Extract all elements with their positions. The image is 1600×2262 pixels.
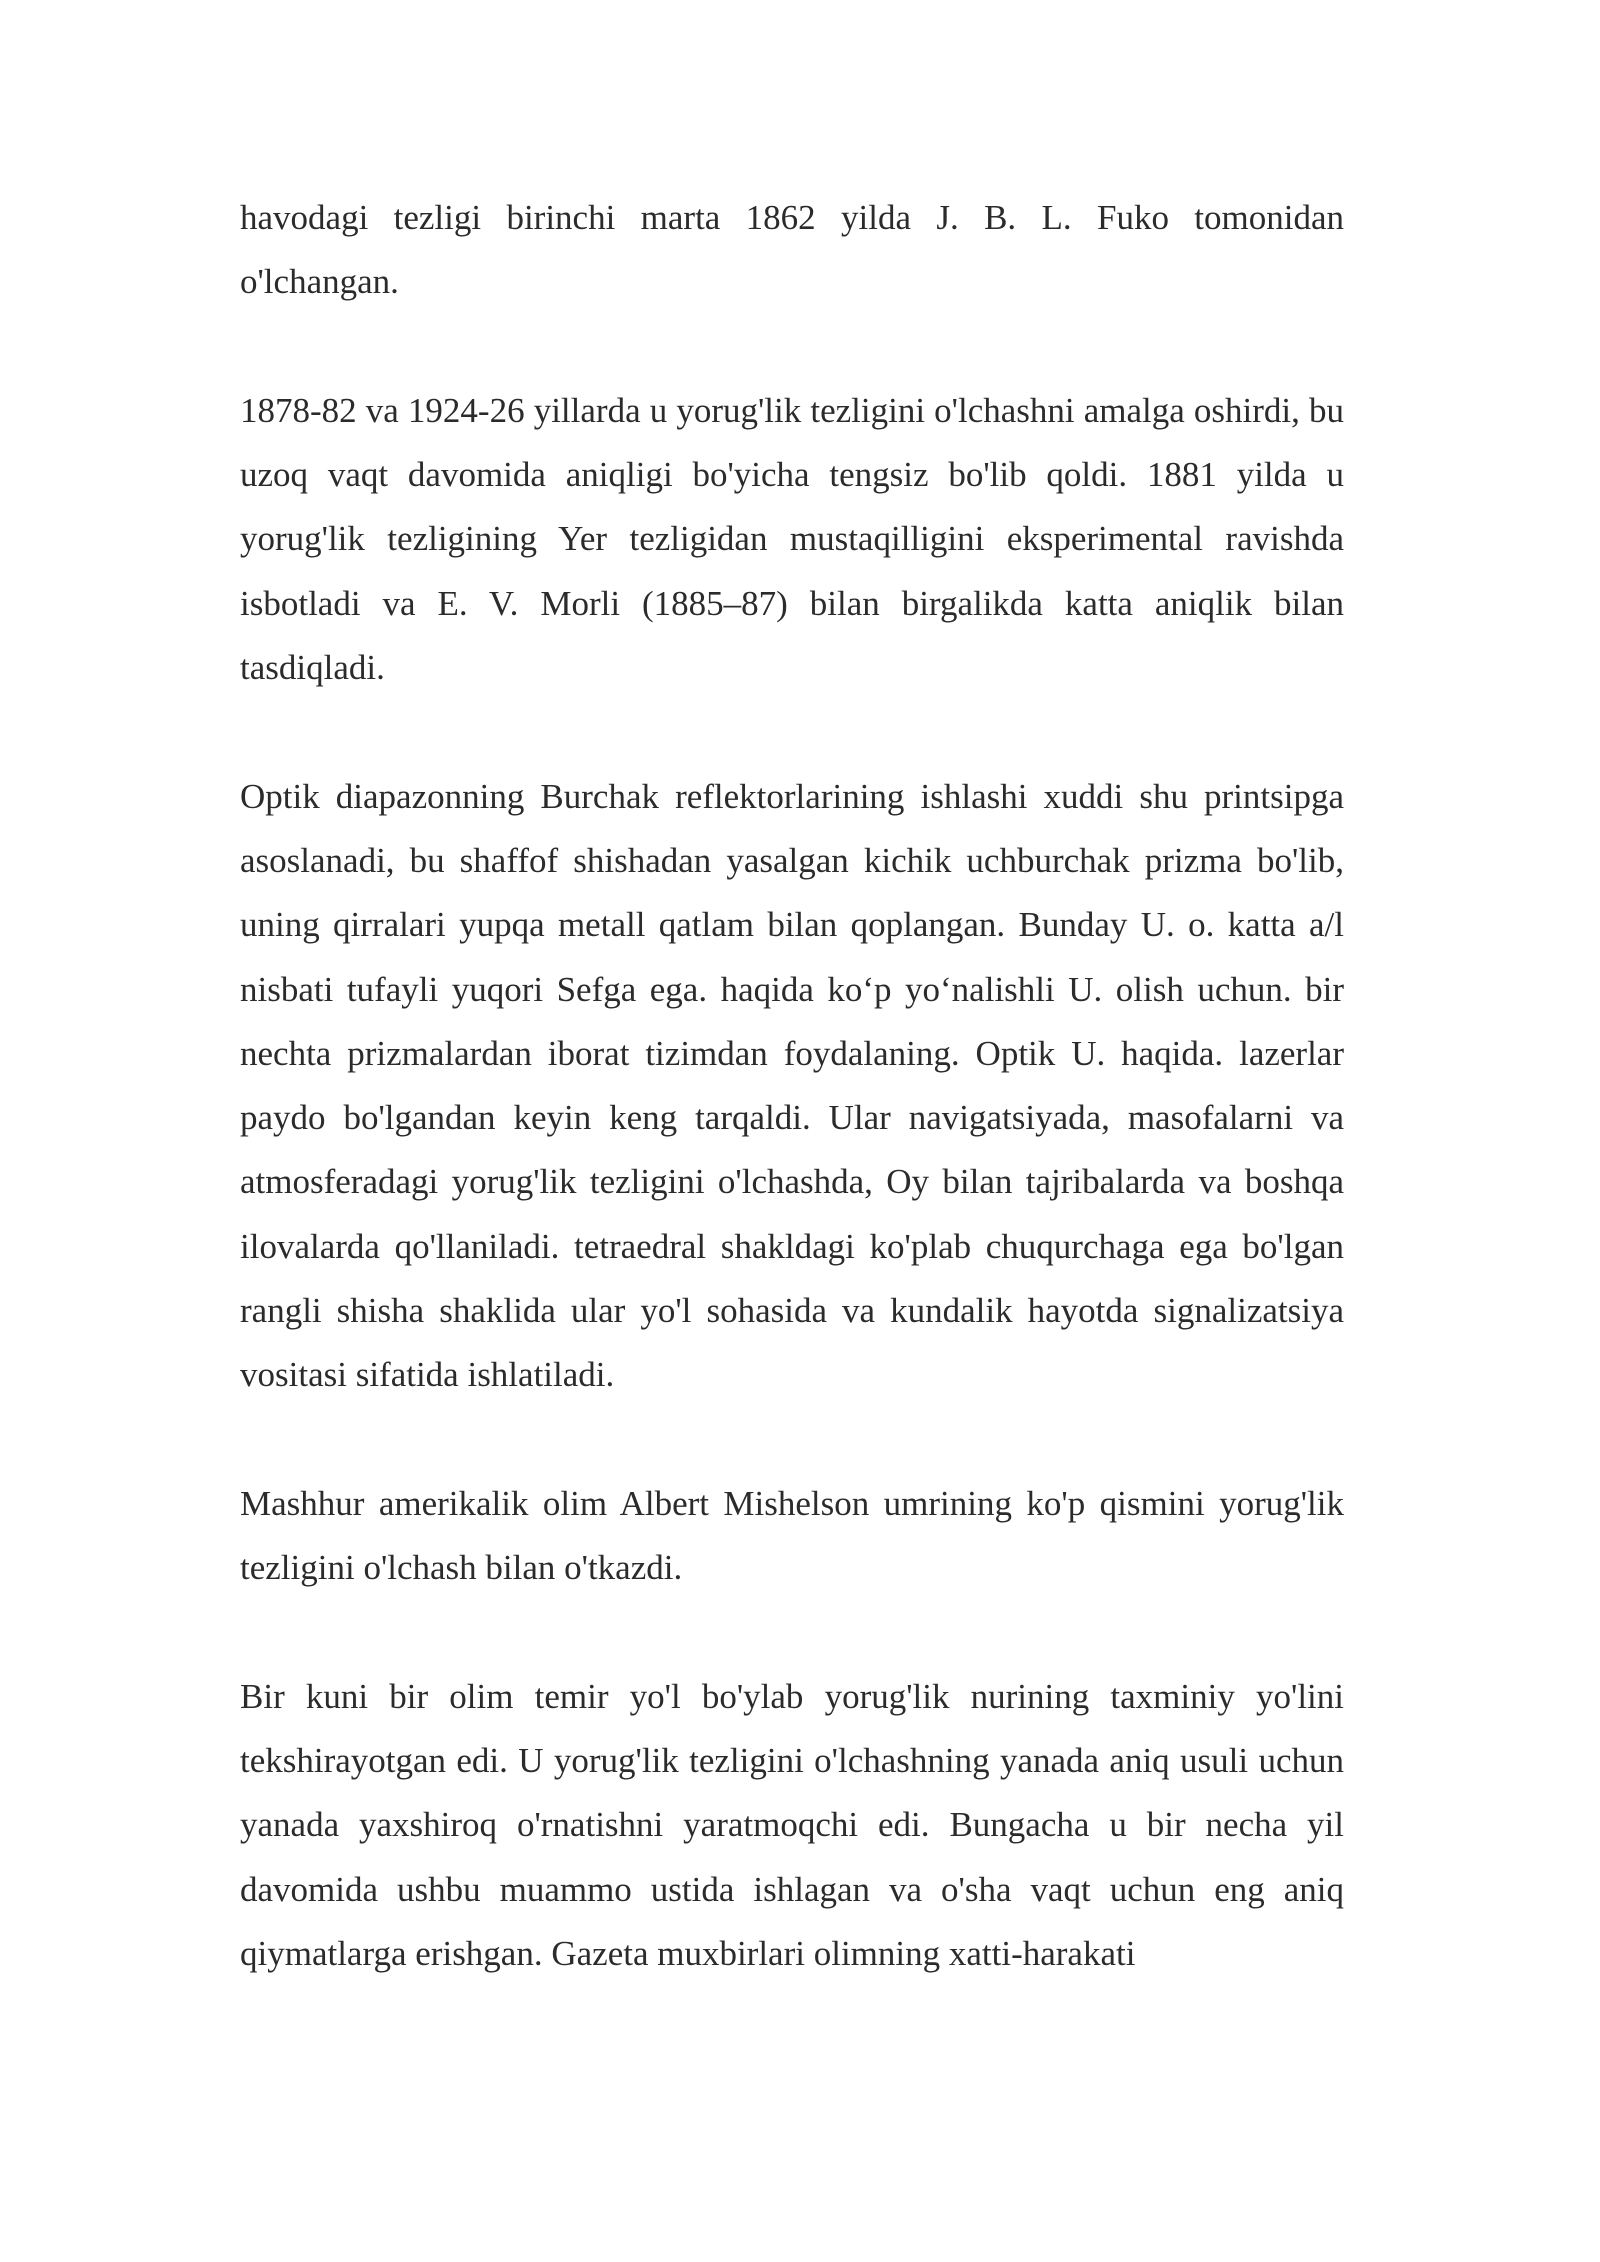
paragraph-michelson: Mashhur amerikalik olim Albert Mishelson umrining ko'p qismini yorug'lik tezligini o'lchash bilan o'tkazdi. [240,1483,1344,1588]
paragraph-fuko: havodagi tezligi birinchi marta 1862 yilda J. B. L. Fuko tomonidan o'lchangan. [240,198,1344,302]
document-body [240,186,1344,1986]
paragraph-optical-reflectors: Optik diapazonning Burchak reflektorlarining ishlashi xuddi shu printsipga asoslanadi, bu shaffof shishadan yasalgan kichik uchburchak prizma bo'lib, uning qirralari yupqa metall qatlam bilan qoplangan. Bunday U. o. katta a/l nisbati tufayli yuqori Sefga ega. haqida koʻp yoʻnalishli U. olish uchun. bir nechta prizmalardan iborat tizimdan foydalaning. Optik U. haqida. lazerlar paydo bo'lgandan keyin keng tarqaldi. Ular navigatsiyada, masofalarni va atmosferadagi yorug'lik tezligini o'lchashda, Oy bilan tajribalarda va boshqa ilovalarda qo'llaniladi. tetraedral shakldagi ko'plab chuqurchaga ega bo'lgan rangli shisha shaklida ular yo'l sohasida va kundalik hayotda signalizatsiya vositasi sifatida ishlatiladi. [240,776,1344,1395]
paragraph-railway-experiment: Bir kuni bir olim temir yo'l bo'ylab yorug'lik nurining taxminiy yo'lini tekshirayotgan edi. U yorug'lik tezligini o'lchashning yanada aniq usuli uchun yanada yaxshiroq o'rnatishni yaratmoqchi edi. Bungacha u bir necha yil davomida ushbu muammo ustida ishlagan va o'sha vaqt uchun eng aniq qiymatlarga erishgan. Gazeta muxbirlari olimning xatti-harakati [240,1676,1344,1974]
paragraph-measurements: 1878-82 va 1924-26 yillarda u yorug'lik tezligini o'lchashni amalga oshirdi, bu uzoq vaqt davomida aniqligi bo'yicha tengsiz bo'lib qoldi. 1881 yilda u yorug'lik tezligining Yer tezligidan mustaqilligini eksperimental ravishda isbotladi va E. V. Morli (1885–87) bilan birgalikda katta aniqlik bilan tasdiqladi. [240,390,1344,688]
